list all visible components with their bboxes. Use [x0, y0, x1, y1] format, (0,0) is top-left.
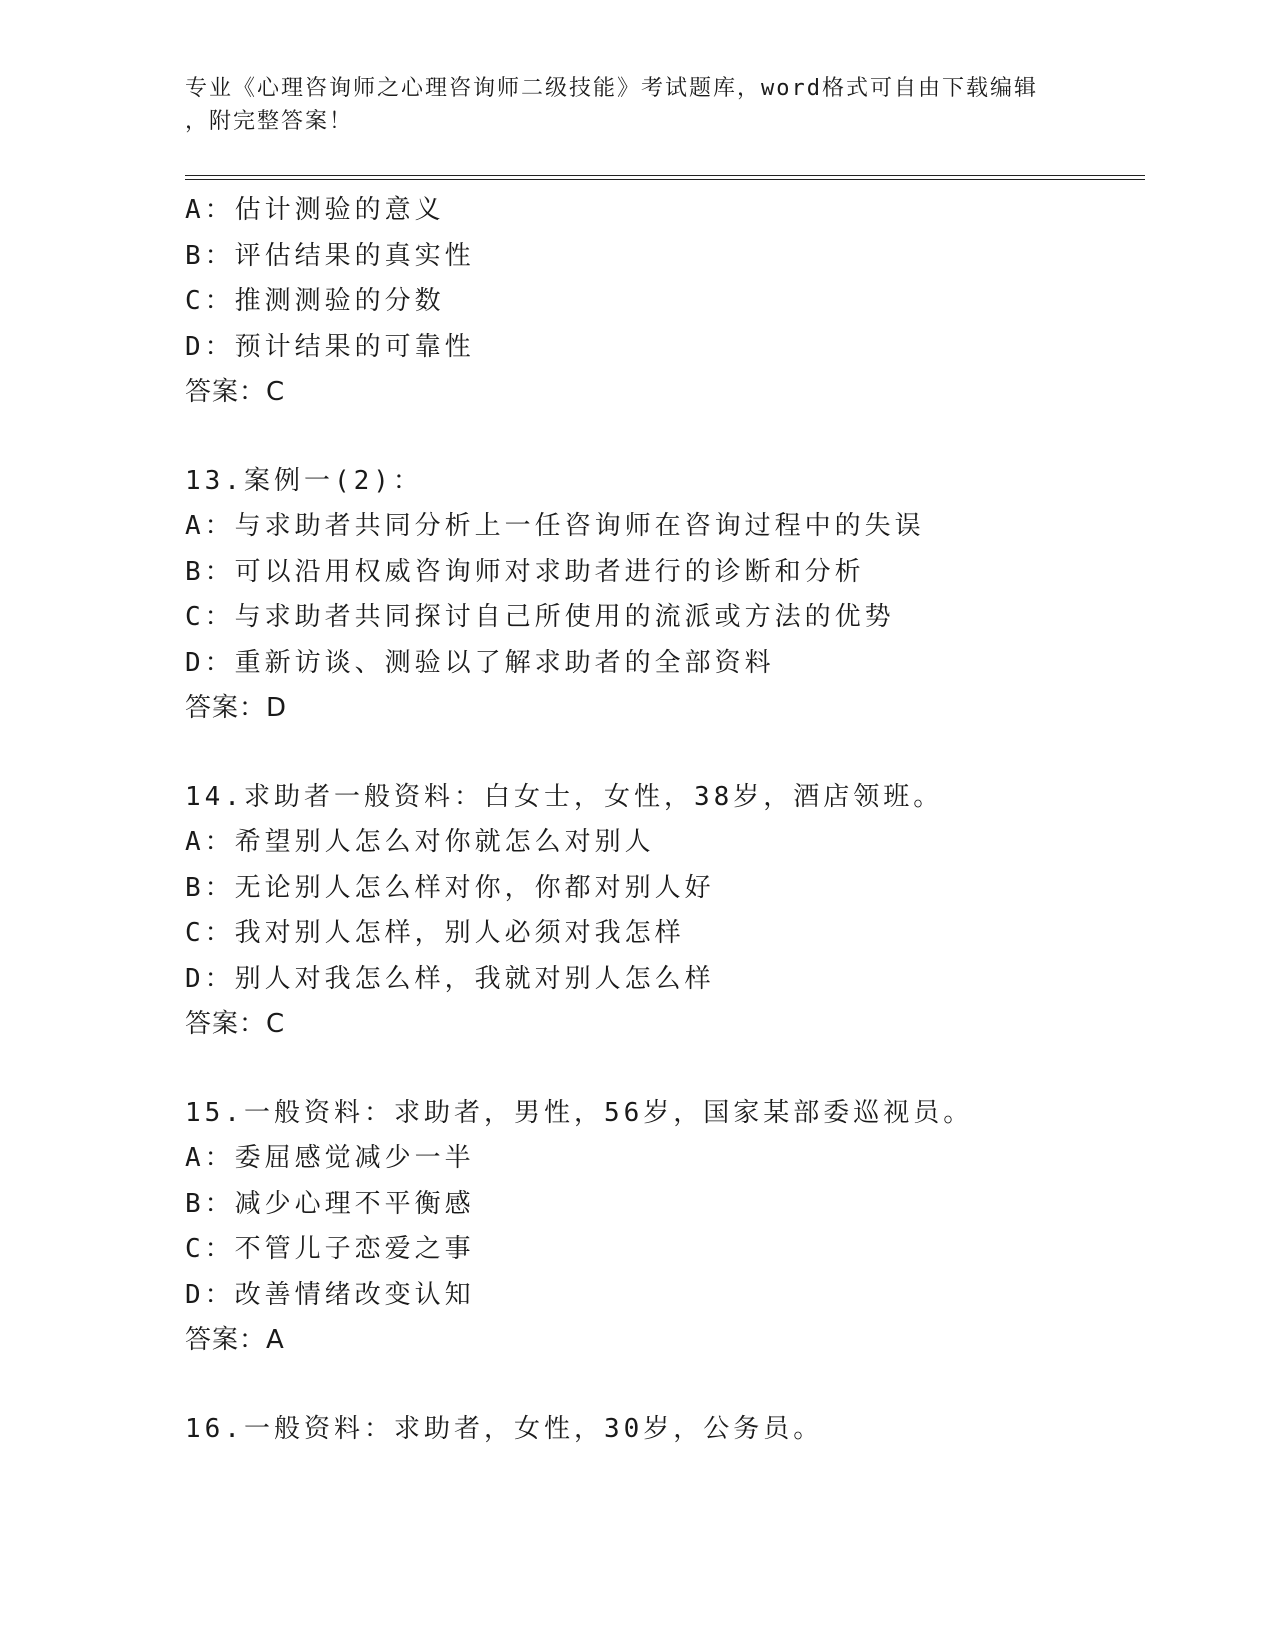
answer-line: 答案：D [185, 693, 288, 723]
option-c: C：与求助者共同探讨自己所使用的流派或方法的优势 [185, 602, 895, 632]
option-d: D：改善情绪改变认知 [185, 1279, 475, 1310]
header-line-1: 专业《心理咨询师之心理咨询师二级技能》考试题库，word格式可自由下载编辑 [185, 76, 1038, 101]
option-a: A：希望别人怎么对你就怎么对别人 [185, 827, 655, 857]
option-b: B：评估结果的真实性 [185, 240, 475, 271]
option-c: C：我对别人怎样，别人必须对我怎样 [185, 918, 685, 948]
option-a: A：估计测验的意义 [185, 195, 445, 225]
answer-line: 答案：C [185, 377, 286, 407]
answer-line: 答案：C [185, 1009, 286, 1039]
header-line-2: ，附完整答案！ [185, 109, 354, 134]
option-a: A：委屈感觉减少一半 [185, 1143, 475, 1173]
option-d: D：重新访谈、测验以了解求助者的全部资料 [185, 647, 775, 678]
question-14 [185, 775, 1145, 1048]
question-15 [185, 1091, 1145, 1364]
question-13 [185, 459, 1145, 732]
answer-line: 答案：A [185, 1325, 285, 1355]
question-stem: 15.一般资料：求助者，男性，56岁，国家某部委巡视员。 [185, 1097, 974, 1128]
header-divider [185, 175, 1145, 180]
question-12 [185, 188, 1145, 416]
question-stem: 14.求助者一般资料：白女士，女性，38岁，酒店领班。 [185, 781, 944, 812]
option-c: C：不管儿子恋爱之事 [185, 1234, 475, 1264]
question-stem: 13.案例一(2)： [185, 465, 423, 496]
option-b: B：减少心理不平衡感 [185, 1188, 475, 1219]
option-d: D：预计结果的可靠性 [185, 331, 475, 362]
question-list [185, 188, 1145, 1452]
question-stem: 16.一般资料：求助者，女性，30岁，公务员。 [185, 1413, 824, 1444]
option-d: D：别人对我怎么样，我就对别人怎么样 [185, 963, 715, 994]
option-a: A：与求助者共同分析上一任咨询师在咨询过程中的失误 [185, 511, 925, 541]
option-c: C：推测测验的分数 [185, 286, 445, 316]
option-b: B：可以沿用权威咨询师对求助者进行的诊断和分析 [185, 556, 865, 587]
question-16 [185, 1407, 1145, 1453]
option-b: B：无论别人怎么样对你，你都对别人好 [185, 872, 715, 903]
document-header [185, 72, 1085, 138]
